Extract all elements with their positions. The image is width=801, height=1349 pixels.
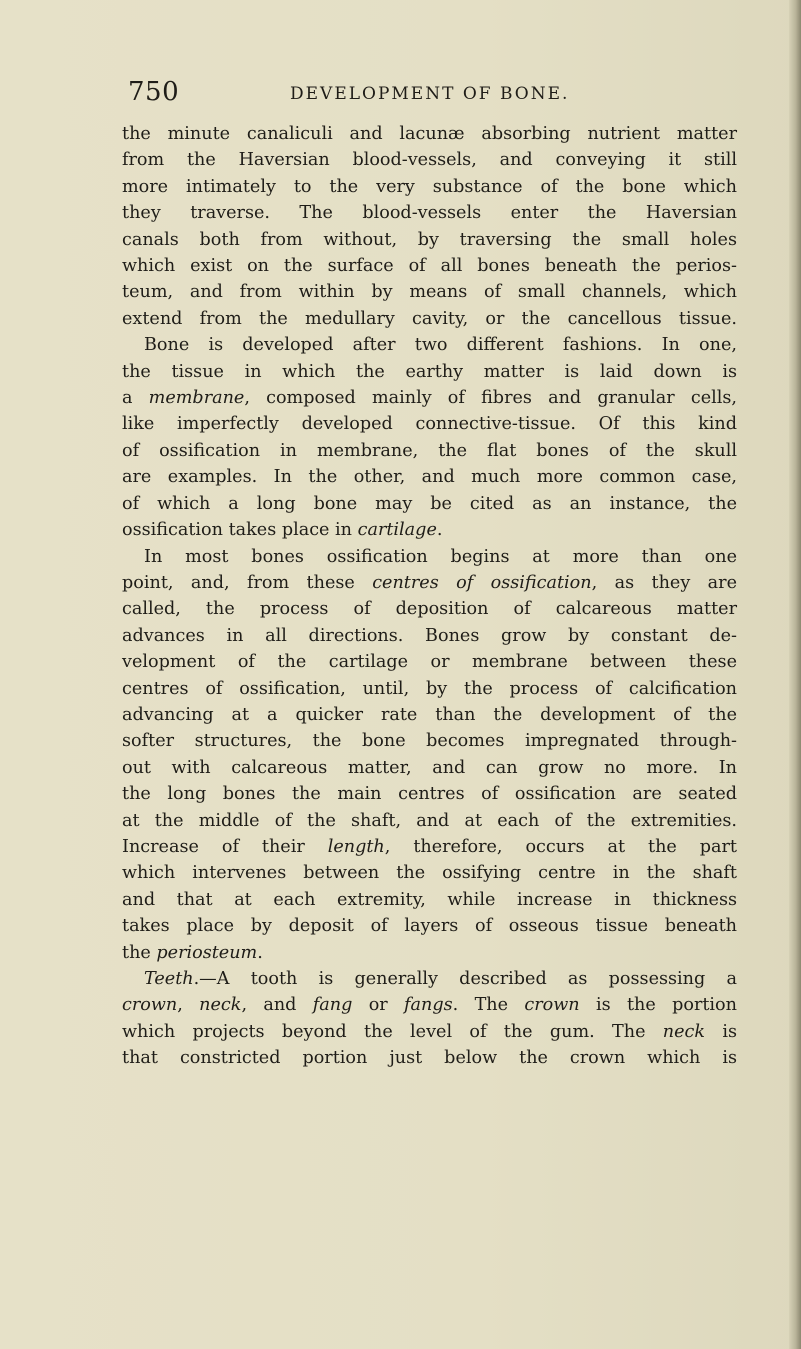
- text-line: they traverse. The blood-vessels enter the Haversian: [122, 203, 737, 224]
- italic-term: fangs: [404, 995, 453, 1016]
- body-text: [122, 121, 737, 1072]
- italic-term: length: [327, 836, 385, 857]
- text-segment: , as they are: [591, 572, 737, 593]
- text-line: the minute canaliculi and lacunæ absorbing nutrient matter: [122, 124, 737, 144]
- text-line: called, the process of deposition of calcareous matter: [122, 599, 737, 620]
- italic-term: Teeth: [144, 969, 194, 989]
- italic-term: neck: [199, 995, 242, 1016]
- text-line: of ossification in membrane, the flat bones of the skull: [122, 440, 737, 461]
- text-line: [122, 966, 737, 992]
- text-line: are examples. In the other, and much more common case,: [122, 467, 737, 488]
- text-line: advances in all directions. Bones grow by constant de-: [122, 625, 737, 646]
- italic-term: crown: [524, 995, 580, 1016]
- text-line: the long bones the main centres of ossification are seated: [122, 784, 737, 805]
- text-line: at the middle of the shaft, and at each of the extremities.: [122, 810, 737, 831]
- text-segment: .: [436, 520, 443, 541]
- text-line: [122, 992, 737, 1018]
- text-segment: a: [122, 388, 149, 409]
- text-line: more intimately to the very substance of the bone which: [122, 176, 737, 197]
- text-segment: is the portion: [579, 995, 737, 1016]
- text-line: velopment of the cartilage or membrane between these: [122, 652, 737, 673]
- text-segment: the: [122, 942, 157, 963]
- text-line: canals both from without, by traversing the small holes: [122, 229, 737, 250]
- text-line: [122, 570, 737, 596]
- text-line: which intervenes between the ossifying centre in the shaft: [122, 863, 737, 884]
- page-header: [128, 74, 688, 114]
- text-line: [122, 517, 737, 543]
- text-segment: ossification takes place in: [122, 520, 358, 541]
- text-line: the tissue in which the earthy matter is laid down is: [122, 361, 737, 382]
- text-segment: .—A tooth is generally described as possessing a: [193, 969, 737, 989]
- text-segment: , composed mainly of fibres and granular cells,: [244, 388, 737, 409]
- italic-term: membrane: [148, 388, 245, 409]
- text-line: which exist on the surface of all bones beneath the perios-: [122, 256, 737, 277]
- text-line: teum, and from within by means of small channels, which: [122, 282, 737, 303]
- text-segment: point, and, from these: [122, 572, 373, 593]
- text-line: extend from the medullary cavity, or the cancellous tissue.: [122, 308, 737, 329]
- text-segment: , and: [241, 995, 313, 1016]
- text-line: out with calcareous matter, and can grow no more. In: [122, 757, 737, 778]
- italic-term: crown: [122, 995, 178, 1016]
- text-line: like imperfectly developed connective-tissue. Of this kind: [122, 414, 737, 435]
- text-line: softer structures, the bone becomes impregnated through-: [122, 731, 737, 752]
- text-line: of which a long bone may be cited as an instance, the: [122, 493, 737, 514]
- text-segment: , therefore, occurs at the part: [384, 836, 738, 857]
- text-line: from the Haversian blood-vessels, and conveying it still: [122, 150, 737, 171]
- text-line: and that at each extremity, while increase in thickness: [122, 889, 737, 910]
- text-line: [122, 940, 737, 966]
- text-line: that constricted portion just below the crown which is: [122, 1048, 737, 1069]
- text-segment: or: [352, 995, 405, 1016]
- page-number: 750: [128, 77, 180, 107]
- text-line: [122, 834, 737, 860]
- italic-term: centres of ossification: [372, 572, 592, 593]
- text-segment: .: [257, 942, 263, 963]
- text-line: takes place by deposit of layers of osseous tissue beneath: [122, 916, 737, 937]
- running-title: DEVELOPMENT OF BONE.: [290, 84, 570, 104]
- text-line: In most bones ossification begins at more than one: [144, 546, 737, 567]
- page-edge: [789, 0, 801, 1349]
- italic-term: cartilage: [357, 520, 437, 541]
- text-line: advancing at a quicker rate than the development of the: [122, 704, 737, 725]
- italic-term: neck: [662, 1021, 706, 1042]
- text-segment: . The: [452, 995, 525, 1016]
- text-segment: is: [705, 1021, 738, 1042]
- text-line: [122, 1019, 737, 1045]
- text-line: Bone is developed after two different fashions. In one,: [144, 335, 737, 356]
- text-segment: ,: [177, 995, 200, 1016]
- text-line: centres of ossification, until, by the process of calcification: [122, 678, 737, 699]
- italic-term: periosteum: [156, 942, 258, 963]
- text-line: [122, 385, 737, 411]
- text-segment: Increase of their: [122, 836, 328, 857]
- italic-term: fang: [312, 995, 353, 1016]
- text-segment: which projects beyond the level of the gum. The: [122, 1021, 663, 1042]
